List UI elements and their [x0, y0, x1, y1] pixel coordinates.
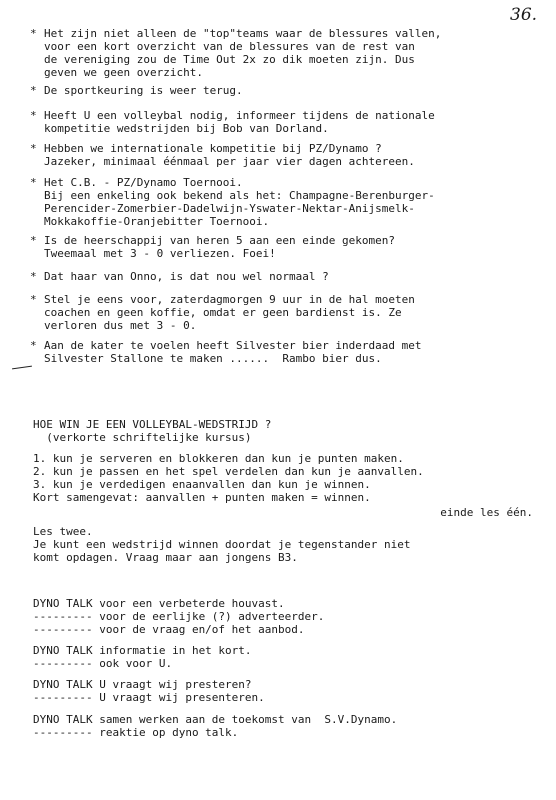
text-line: Dat haar van Onno, is dat nou wel normaal ?	[44, 270, 329, 283]
text-line: Tweemaal met 3 - 0 verliezen. Foei!	[44, 247, 276, 260]
text-line: Perencider-Zomerbier-Dadelwijn-Yswater-Nektar-Anijsmelk-	[44, 202, 415, 215]
text-line: Het C.B. - PZ/Dynamo Toernooi.	[44, 176, 243, 189]
dyno-talk-block	[33, 644, 533, 670]
dyno-talk-line: DYNO TALK U vraagt wij presteren?	[33, 678, 252, 691]
course-steps	[33, 452, 533, 504]
text-line: Stel je eens voor, zaterdagmorgen 9 uur in de hal moeten	[44, 293, 415, 306]
text-line: Mokkakoffie-Oranjebitter Toernooi.	[44, 215, 270, 228]
bullet-star: *	[30, 293, 37, 306]
text-line: Jazeker, minimaal éénmaal per jaar vier dagen achtereen.	[44, 155, 415, 168]
bullet-star: *	[30, 27, 37, 40]
bullet-item	[30, 27, 550, 79]
course-step: 2. kun je passen en het spel verdelen dan kun je aanvallen.	[33, 465, 424, 478]
dyno-talk-line: --------- U vraagt wij presenteren.	[33, 691, 265, 704]
bullet-item	[30, 84, 550, 97]
bullet-star: *	[30, 142, 37, 155]
dyno-talk-line: --------- voor de vraag en/of het aanbod.	[33, 623, 305, 636]
dyno-talk-line: --------- ook voor U.	[33, 657, 173, 670]
margin-pen-mark	[12, 366, 32, 370]
dyno-talk-block	[33, 678, 533, 704]
bullet-star: *	[30, 234, 37, 247]
lesson-two	[33, 525, 533, 564]
course-step: 1. kun je serveren en blokkeren dan kun je punten maken.	[33, 452, 404, 465]
dyno-talk-line: DYNO TALK voor een verbeterde houvast.	[33, 597, 285, 610]
text-line: Aan de kater te voelen heeft Silvester bier inderdaad met	[44, 339, 422, 352]
bullet-item	[30, 109, 550, 135]
course-header	[33, 418, 533, 444]
text-line: Hebben we internationale kompetitie bij PZ/Dynamo ?	[44, 142, 382, 155]
dyno-talk-block	[33, 713, 533, 739]
text-line: Het zijn niet alleen de "top"teams waar de blessures vallen,	[44, 27, 442, 40]
dyno-talk-line: DYNO TALK samen werken aan de toekomst van S.V.Dynamo.	[33, 713, 398, 726]
text-line: Is de heerschappij van heren 5 aan een einde gekomen?	[44, 234, 395, 247]
text-line: komt opdagen. Vraag maar aan jongens B3.	[33, 551, 298, 564]
bullet-item	[30, 293, 550, 332]
text-line: voor een kort overzicht van de blessures van de rest van	[44, 40, 415, 53]
text-line: de vereniging zou de Time Out 2x zo dik moeten zijn. Dus	[44, 53, 415, 66]
lesson-two-title: Les twee.	[33, 525, 93, 538]
text-line: coachen en geen koffie, omdat er geen bardienst is. Ze	[44, 306, 402, 319]
text-line: De sportkeuring is weer terug.	[44, 84, 243, 97]
text-line: Silvester Stallone te maken ...... Rambo bier dus.	[44, 352, 382, 365]
lesson-end-text: einde les één.	[440, 506, 533, 519]
bullet-star: *	[30, 270, 37, 283]
bullet-item	[30, 176, 550, 228]
bullet-star: *	[30, 109, 37, 122]
bullet-item	[30, 234, 550, 260]
text-line: Je kunt een wedstrijd winnen doordat je tegenstander niet	[33, 538, 411, 551]
text-line: kompetitie wedstrijden bij Bob van Dorland.	[44, 122, 329, 135]
text-line: geven we geen overzicht.	[44, 66, 203, 79]
dyno-talk-block	[33, 597, 533, 636]
bullet-item	[30, 142, 550, 168]
text-line: verloren dus met 3 - 0.	[44, 319, 197, 332]
lesson-end	[33, 506, 556, 519]
bullet-item	[30, 339, 550, 365]
bullet-star: *	[30, 176, 37, 189]
course-summary: Kort samengevat: aanvallen + punten maken = winnen.	[33, 491, 371, 504]
text-line: Heeft U een volleybal nodig, informeer tijdens de nationale	[44, 109, 435, 122]
bullet-item	[30, 270, 550, 283]
page-number: 36.	[510, 5, 538, 25]
dyno-talk-line: DYNO TALK informatie in het kort.	[33, 644, 252, 657]
bullet-star: *	[30, 339, 37, 352]
dyno-talk-line: --------- reaktie op dyno talk.	[33, 726, 239, 739]
text-line: Bij een enkeling ook bekend als het: Champagne-Berenburger-	[44, 189, 435, 202]
course-subtitle: (verkorte schriftelijke kursus)	[33, 431, 252, 444]
dyno-talk-line: --------- voor de eerlijke (?) adverteerder.	[33, 610, 325, 623]
course-step: 3. kun je verdedigen enaanvallen dan kun je winnen.	[33, 478, 371, 491]
course-title: HOE WIN JE EEN VOLLEYBAL-WEDSTRIJD ?	[33, 418, 272, 431]
bullet-star: *	[30, 84, 37, 97]
